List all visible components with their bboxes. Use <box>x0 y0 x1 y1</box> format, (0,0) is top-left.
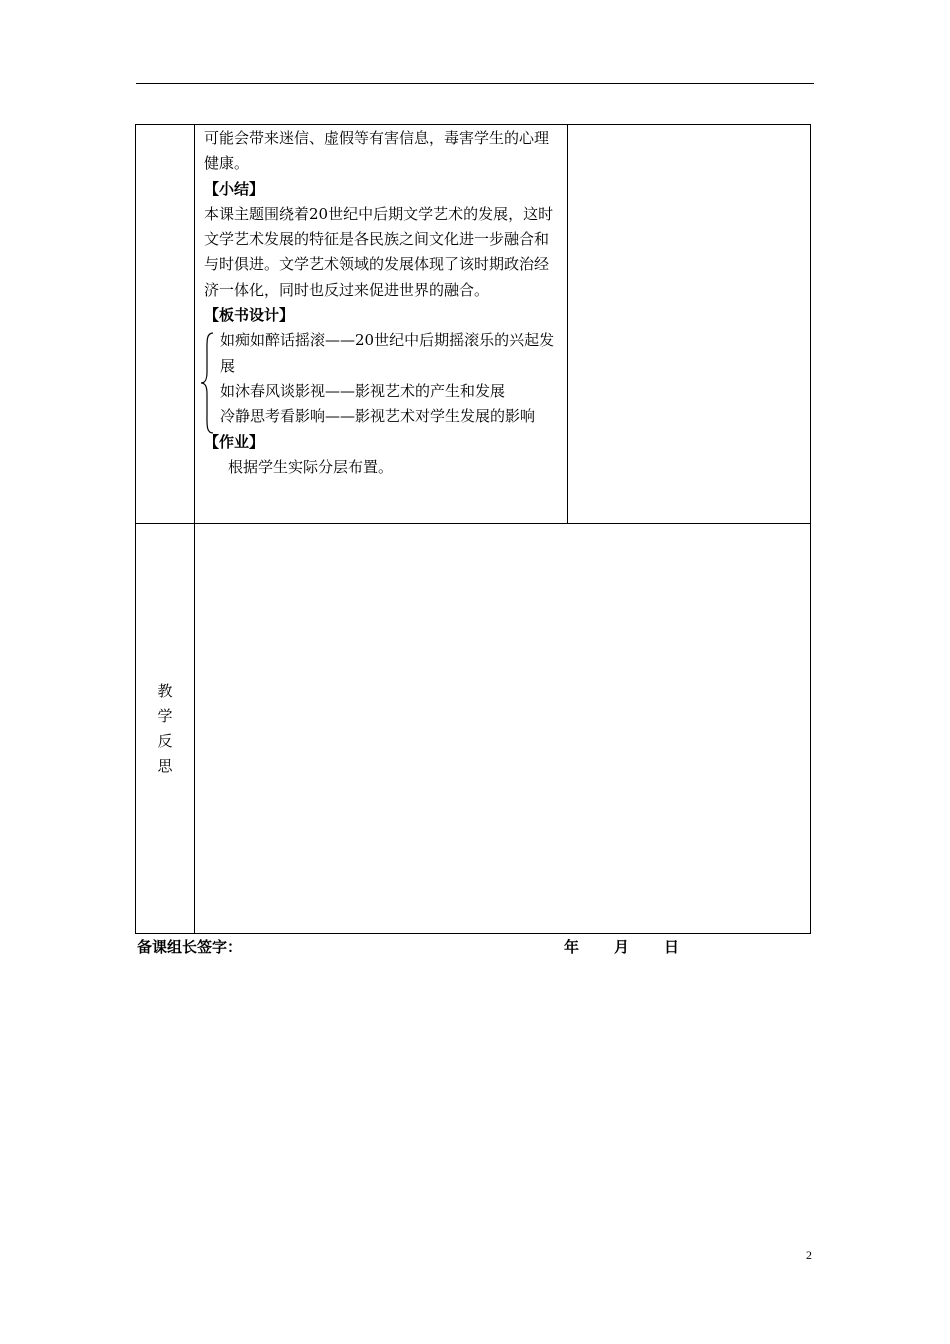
lesson-content-cell <box>195 125 568 524</box>
year-label: 年 <box>564 938 580 956</box>
lesson-plan-table <box>135 124 811 934</box>
board-design-heading: 【板书设计】 <box>204 306 295 325</box>
teaching-process-row <box>136 125 811 524</box>
summary-heading: 【小结】 <box>204 179 265 198</box>
row-label-cell-empty <box>136 125 195 524</box>
homework-text: 根据学生实际分层布置。 <box>228 457 394 476</box>
homework-heading: 【作业】 <box>204 432 265 451</box>
board-line-2: 如沐春风谈影视——影视艺术的产生和发展 <box>220 381 506 400</box>
board-line-1: 如痴如醉话摇滚——20世纪中后期摇滚乐的兴起发展 <box>220 331 555 375</box>
month-label: 月 <box>614 938 630 956</box>
header-rule <box>136 83 814 84</box>
curly-brace-icon <box>200 332 214 434</box>
notes-cell <box>568 125 811 524</box>
board-line-3: 冷静思考看影响——影视艺术对学生发展的影响 <box>220 407 536 426</box>
board-design <box>204 328 559 429</box>
continued-text: 可能会带来迷信、虚假等有害信息，毒害学生的心理健康。 <box>204 129 550 173</box>
reflection-row <box>136 524 811 934</box>
reflection-label: 教学反思 <box>157 681 173 775</box>
reflection-content-cell <box>195 524 811 934</box>
page-number: 2 <box>806 1248 812 1262</box>
date-line <box>564 936 679 957</box>
summary-text: 本课主题围绕着20世纪中后期文学艺术的发展，这时文学艺术发展的特征是各民族之间文化进一步融合和与时俱进。文学艺术领域的发展体现了该时期政治经济一体化，同时也反过来促进世界的融合。 <box>204 204 554 299</box>
reflection-label-cell <box>136 524 195 934</box>
signature-label: 备课组长签字： <box>137 938 243 956</box>
day-label: 日 <box>664 938 680 956</box>
